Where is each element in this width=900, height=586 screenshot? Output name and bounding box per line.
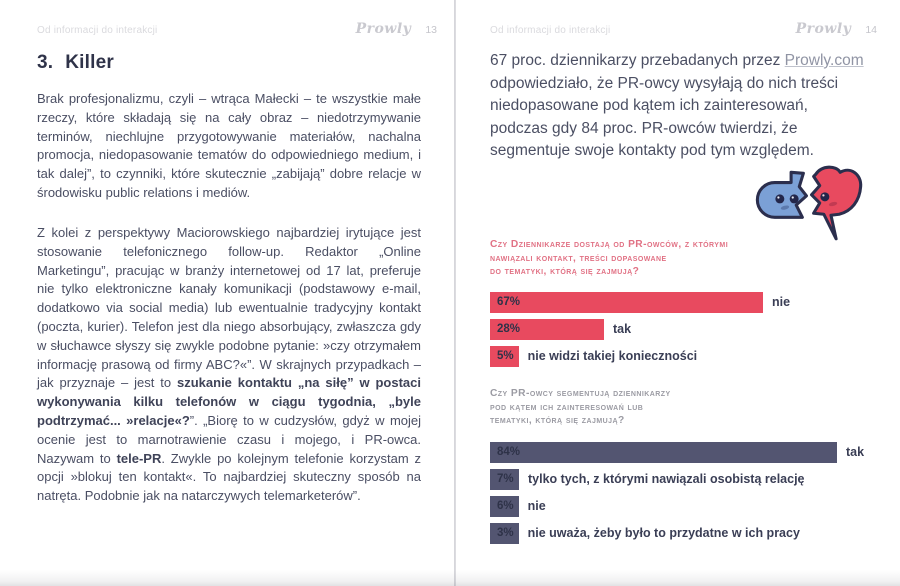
bar-value: 5%: [497, 350, 514, 362]
bar-value: 28%: [497, 323, 521, 335]
section-number: 3.: [37, 52, 54, 73]
chart-title-line: do tematyki, którą się zajmują?: [490, 266, 640, 277]
bar-value: 6%: [497, 500, 514, 512]
bar-chart-pr-specialists: [490, 387, 890, 550]
prowly-logo: Prowly: [355, 21, 412, 37]
bar: [490, 319, 604, 340]
prowly-logo: Prowly: [795, 21, 852, 37]
bar-value: 3%: [497, 527, 514, 539]
chart-title: [490, 387, 890, 428]
bar-label: nie: [772, 295, 791, 309]
intro-paragraph: [490, 50, 865, 163]
text-run: . Zwykle po kolejnym telefonie korzystam z opcji »blokuj ten kontakt«. To najbardziej skuteczny sposób na natręta. Podobnie jak na natarczywych telemarketerów”.: [37, 450, 421, 504]
chart-bars: [490, 292, 890, 367]
bar-value: 67%: [497, 296, 521, 308]
bar: [490, 346, 519, 367]
chart-title-line: tematyki, którą się zajmują?: [490, 415, 625, 426]
bar-row: [490, 442, 890, 463]
bar-label: tak: [846, 445, 865, 459]
chart-bars: [490, 442, 890, 544]
chart-title: [490, 238, 890, 279]
bar-value: 7%: [497, 473, 514, 485]
text-run: ”. „Biorę to w cudzysłów, gdyż w mojej ocenie jest to marnotrawienie czasu i mojego, i PR-owca. Nazywam to: [37, 412, 422, 466]
bar-row: [490, 496, 890, 517]
bar-row: [490, 523, 890, 544]
eye-right: [820, 192, 829, 201]
bold-text: tele-PR: [116, 450, 162, 466]
bar-label: nie: [527, 499, 546, 513]
page-divider: [454, 0, 456, 586]
section-heading: [37, 52, 114, 74]
body-paragraph-2: [37, 224, 421, 506]
bar-chart-journalists: [490, 238, 890, 373]
bar: [490, 469, 519, 490]
breadcrumb: Od informacji do interakcji: [490, 25, 611, 36]
body-paragraph-1: Brak profesjonalizmu, czyli – wtrąca Małecki – te wszystkie małe rzeczy, które składają się na cały obraz – niedotrzymywanie terminów, niechlujne przygotowywanie materiałów, nachalna promocja, niedopasowanie tematów do odpowiedniego medium, i tak dalej”, to czynniki, które skutecznie „zabijają” dobre relacje w środowisku public relations i mediów.: [37, 91, 421, 200]
chart-title-line: pod kątem ich zainteresowań lub: [490, 401, 644, 413]
blue-bubble: [757, 172, 806, 217]
header-right: [356, 21, 437, 37]
header-right: [796, 21, 877, 37]
page-header: [490, 21, 877, 37]
bar-row: [490, 469, 890, 490]
bar-label: tak: [613, 322, 632, 336]
bar-row: [490, 346, 890, 367]
page-number: 13: [425, 24, 437, 36]
section-title: Killer: [65, 52, 114, 73]
breadcrumb: Od informacji do interakcji: [37, 25, 158, 36]
chart-title-line: Czy Dziennikarze dostają od PR-owców, z którymi: [490, 239, 729, 250]
bar-row: [490, 292, 890, 313]
bar-label: tylko tych, z którymi nawiązali osobistą relację: [528, 472, 805, 486]
broken-heart-illustration: [750, 158, 868, 248]
eye-middle: [790, 194, 799, 203]
text-run: odpowiedziało, że PR-owcy wysyłają do nich treści niedopasowane pod kątem ich zainteresowań, podczas gdy 84 proc. PR-owców twierdzi, że segmentuje swoje kontakty pod tym względem.: [490, 74, 839, 159]
page-header: [37, 21, 437, 37]
bar: [490, 523, 519, 544]
bar: [490, 496, 519, 517]
eye-left: [775, 194, 784, 203]
bar-row: [490, 319, 890, 340]
bar-label: nie uważa, żeby było to przydatne w ich pracy: [527, 526, 800, 540]
page-right: [455, 0, 900, 586]
text-run: 67 proc. dziennikarzy przebadanych przez: [490, 52, 785, 69]
prowly-link[interactable]: Prowly.com: [784, 52, 864, 69]
chart-title-line: Czy PR-owcy segmentują dziennikarzy: [490, 388, 671, 399]
bar-label: nie widzi takiej konieczności: [527, 349, 698, 363]
chart-title-line: nawiązali kontakt, treści dopasowane: [490, 252, 667, 264]
bar: [490, 292, 763, 313]
bold-text: szukanie kontaktu „na siłę” w postaci wykonywania kilku telefonów w ciągu tygodnia, „byle podtrzymać... »relacje«?: [37, 375, 421, 428]
page-number: 14: [865, 24, 877, 36]
text-run: Z kolei z perspektywy Maciorowskiego najbardziej irytujące jest stosowanie telefonicznego follow-up. Redaktor „Online Marketingu”, pracując w branży internetowej od 17 lat, preferuje nie tylko elektroniczne kanały komunikacji (podstawowy e-mail, dodatkowo via social media) lub ewentualnie tradycyjny kontakt (poczta, kurier). Telefon jest dla niego absorbujący, zwłaszcza gdy w słuchawce słyszy się zwykle podobne pytanie: »czy otrzymałem informację prasową od firmy ABC?«”. W skrajnych przypadkach – jak przyznaje – jest to: [37, 225, 421, 391]
bar: [490, 442, 837, 463]
bar-value: 84%: [497, 446, 521, 458]
